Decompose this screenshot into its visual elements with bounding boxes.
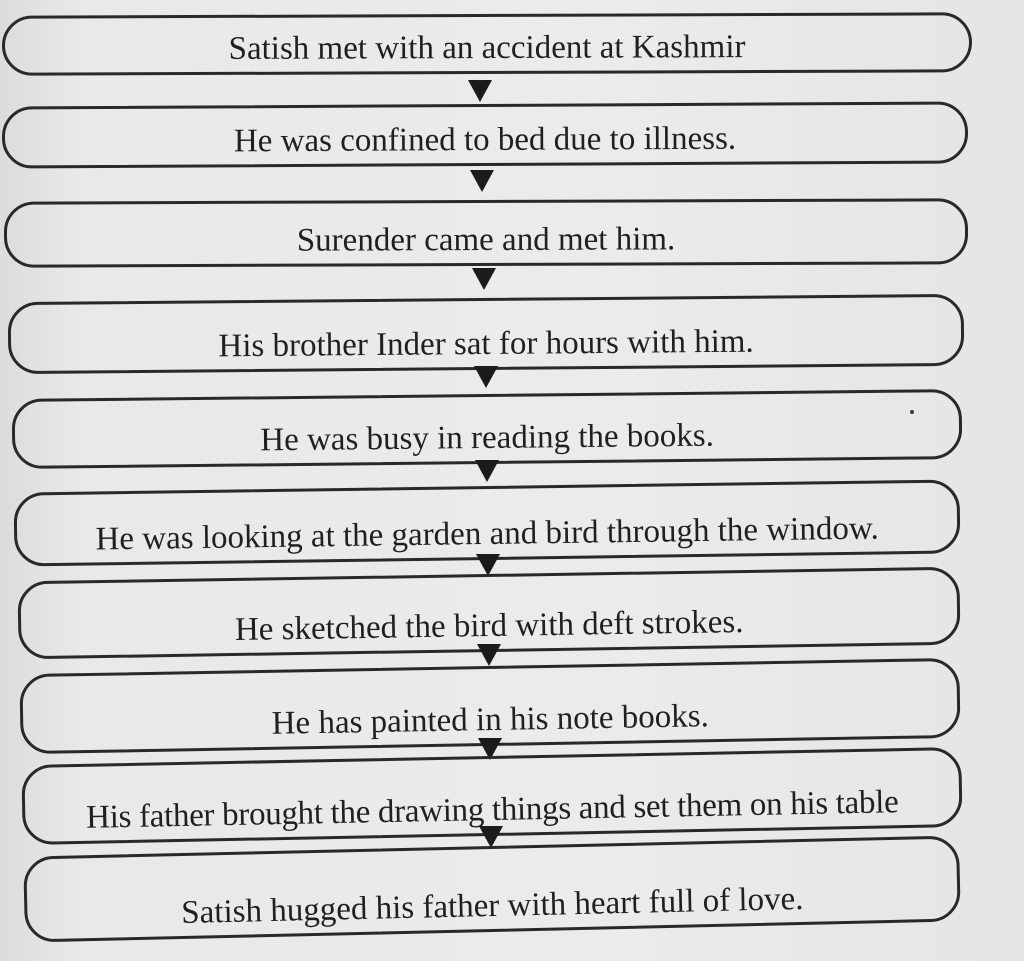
flow-step-text: Satish met with an accident at Kashmir	[228, 29, 746, 67]
flow-step-text: He was busy in reading the books.	[260, 417, 715, 459]
flow-step-text: His father brought the drawing things and set them on his table	[85, 784, 899, 836]
flow-step-text: Satish hugged his father with heart full of love.	[180, 880, 804, 932]
flow-step-4	[8, 294, 965, 374]
paper-speck	[910, 410, 914, 414]
flow-step-5	[12, 389, 963, 469]
flow-step-text: Surender came and met him.	[296, 221, 676, 259]
flow-step-text: He was looking at the garden and bird through the window.	[95, 510, 880, 558]
flow-step-3	[4, 198, 968, 267]
flow-step-text: He sketched the bird with deft strokes.	[234, 604, 744, 648]
flow-step-10	[23, 835, 961, 942]
flow-step-1	[2, 12, 972, 75]
flow-step-text: He was confined to bed due to illness.	[233, 120, 737, 160]
flow-step-text: He has painted in his note books.	[271, 698, 710, 742]
flow-step-2	[2, 101, 968, 168]
down-arrow-icon	[474, 366, 498, 388]
flow-step-text: His brother Inder sat for hours with him.	[218, 323, 754, 365]
down-arrow-icon	[470, 170, 494, 192]
down-arrow-icon	[468, 80, 492, 102]
down-arrow-icon	[477, 644, 501, 666]
down-arrow-icon	[479, 826, 503, 848]
down-arrow-icon	[475, 460, 499, 482]
down-arrow-icon	[472, 268, 496, 290]
down-arrow-icon	[476, 554, 500, 576]
